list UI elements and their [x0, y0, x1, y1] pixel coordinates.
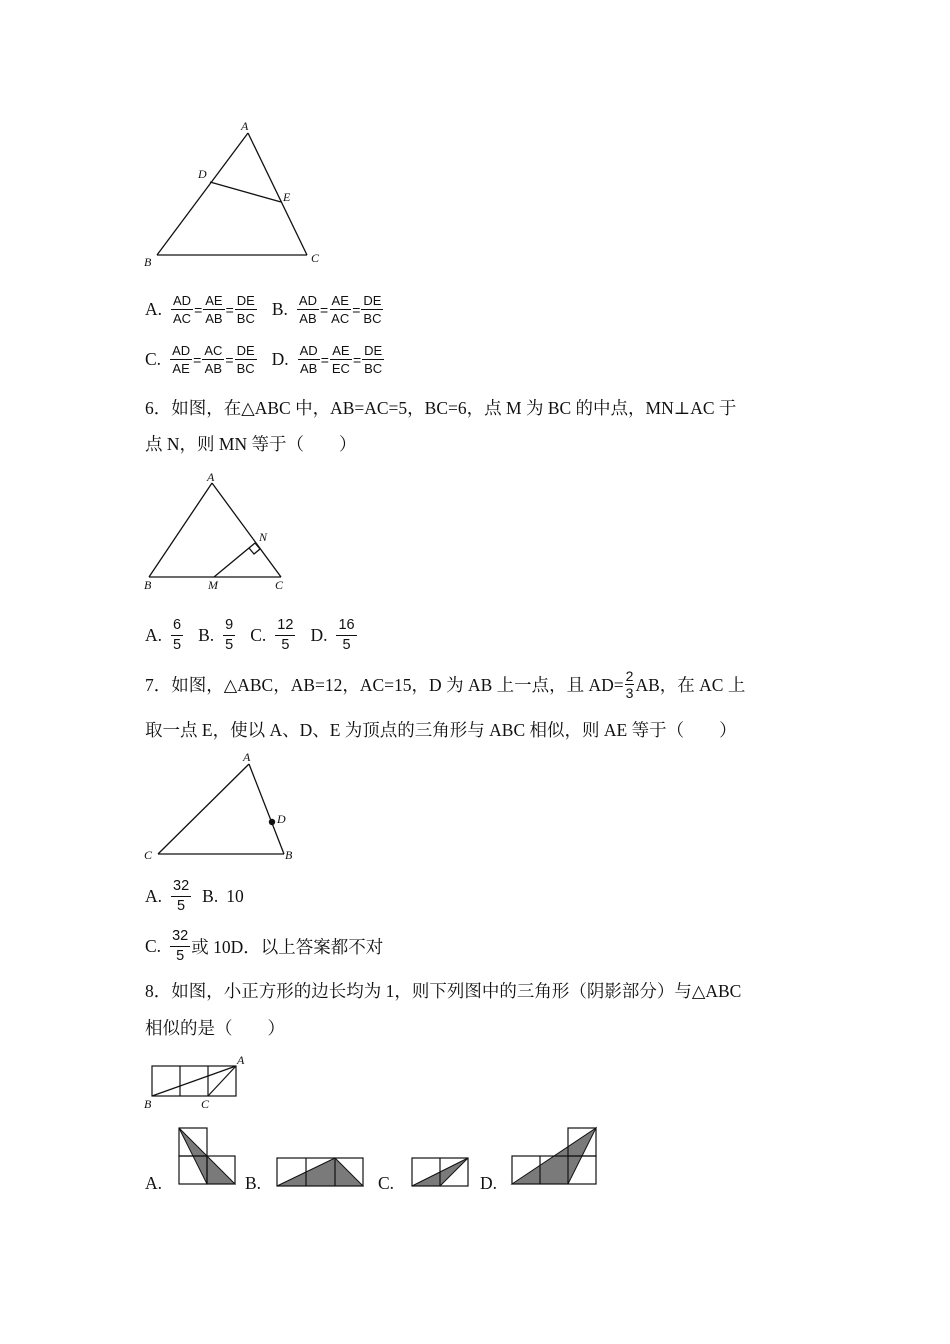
fraction: $\frac{9}{5}$: [225, 617, 234, 653]
fraction: $\frac{DE}{BC}$: [364, 343, 383, 376]
fraction: $\frac{AD}{AB}$: [298, 293, 317, 326]
fraction: $\frac{DE}{BC}$: [236, 343, 255, 376]
label-b: B: [144, 578, 152, 592]
q8-option-c-label: C.: [378, 1173, 395, 1193]
q5-options-row-2: C. $\frac{AD}{AE}$ = $\frac{AC}{AB}$ = $\frac{DE}{BC}$ D. $\frac{AD}{AB}$ = $\frac{AE}{EC}$ = $\frac{DE}{BC}$: [145, 343, 383, 376]
q5-option-d-label: D.: [271, 349, 289, 369]
fraction: $\frac{6}{5}$: [173, 617, 182, 653]
point-d: [269, 819, 275, 825]
q8-option-a-label: A.: [145, 1173, 163, 1193]
fraction: $\frac{AD}{AC}$: [173, 293, 192, 326]
q8-option-d-figure: [512, 1128, 596, 1184]
fraction: $\frac{AD}{AB}$: [299, 343, 318, 376]
q6-option-b-label: B.: [198, 625, 215, 645]
fraction: $\frac{AC}{AB}$: [204, 343, 223, 376]
q7-text-line-1: 7．如图，△ABC，AB=12，AC=15，D 为 AB 上一点，且 AD= $\frac{2}{3}$ AB，在 AC 上: [145, 668, 746, 701]
q6-option-c-label: C.: [250, 625, 267, 645]
q8-option-c-figure: [412, 1158, 468, 1186]
q6-text-line-2: 点 N，则 MN 等于（ ）: [145, 434, 357, 454]
fraction: $\frac{DE}{BC}$: [236, 293, 255, 326]
q7-option-a-label: A.: [145, 886, 163, 906]
label-m: M: [208, 578, 218, 592]
q7-option-b-label: B.: [202, 886, 219, 906]
q8-option-a-figure: [179, 1128, 235, 1184]
q6-option-d-label: D.: [310, 625, 328, 645]
label-d: D: [277, 812, 286, 826]
q5-option-a-label: A.: [145, 299, 163, 319]
label-d: D: [198, 167, 207, 181]
label-a: A: [243, 750, 251, 764]
q5-option-b-label: B.: [271, 299, 288, 319]
label-a: A: [237, 1053, 245, 1067]
label-c: C: [201, 1097, 210, 1111]
q7-option-c-text: 或 10D．以上答案都不对: [191, 937, 384, 957]
q7-options-row-1: [145, 878, 244, 915]
q7-options-row-2: [145, 928, 383, 965]
label-b: B: [144, 1097, 152, 1111]
fraction: $\frac{AD}{AE}$: [172, 343, 191, 376]
fraction: $\frac{16}{5}$: [338, 617, 355, 653]
q8-option-b-label: B.: [245, 1173, 262, 1193]
fraction: $\frac{AE}{AB}$: [205, 293, 223, 326]
fraction: $\frac{12}{5}$: [277, 617, 294, 653]
q7-text-line-2: 取一点 E，使以 A、D、E 为顶点的三角形与 ABC 相似，则 AE 等于（ ）: [145, 720, 737, 740]
fraction: $\frac{AE}{EC}$: [331, 343, 350, 376]
label-b: B: [285, 848, 293, 862]
fraction: $\frac{AE}{AC}$: [331, 293, 350, 326]
q8-option-b-figure: [277, 1158, 363, 1186]
fraction: $\frac{32}{5}$: [173, 878, 190, 914]
q8-text-line-2: 相似的是（ ）: [145, 1018, 285, 1038]
label-c: C: [275, 578, 284, 592]
fraction: $\frac{DE}{BC}$: [363, 293, 382, 326]
q5-option-c-label: C.: [145, 349, 162, 369]
q8-option-d-label: D.: [480, 1173, 498, 1193]
label-e: E: [283, 190, 291, 204]
fraction: $\frac{2}{3}$: [625, 668, 634, 701]
q5-options-row-1: A. $\frac{AD}{AC}$ = $\frac{AE}{AB}$ = $\frac{DE}{BC}$ B. $\frac{AD}{AB}$ = $\frac{AE}{AC}$ = $\frac{DE}{BC}$: [145, 293, 382, 326]
label-n: N: [259, 530, 268, 544]
q6-options: [145, 617, 358, 654]
q6-text-line-1: 6．如图，在△ABC 中，AB=AC=5，BC=6，点 M 为 BC 的中点，MN⊥AC 于: [145, 398, 737, 418]
q8-text-line-1: 8．如图，小正方形的边长均为 1，则下列图中的三角形（阴影部分）与△ABC: [145, 981, 742, 1001]
label-a: A: [207, 470, 215, 484]
label-b: B: [144, 255, 152, 269]
q7-option-c-label: C.: [145, 936, 162, 956]
label-a: A: [241, 119, 249, 133]
q6-option-a-label: A.: [145, 625, 163, 645]
label-c: C: [311, 251, 320, 265]
fraction: $\frac{32}{5}$: [172, 928, 189, 964]
q7-option-b-text: 10: [226, 886, 244, 906]
label-c: C: [144, 848, 153, 862]
